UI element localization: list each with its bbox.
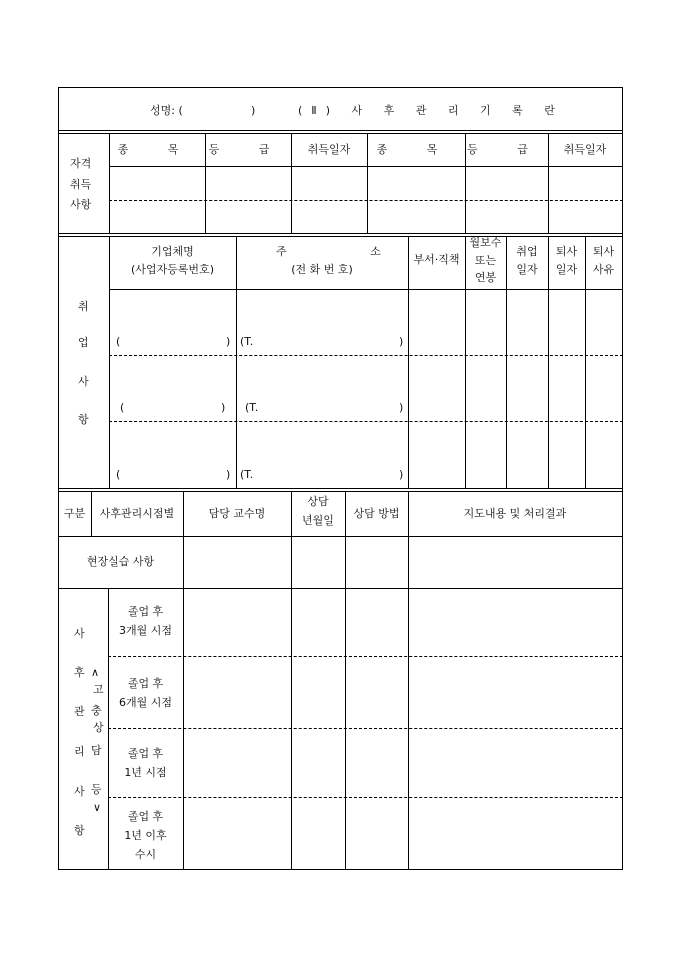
- double-line-1a: [58, 130, 623, 131]
- emp-row3-paren-open: (: [116, 468, 121, 481]
- page-title: (Ⅱ) 사 후 관 리 기 록 란: [298, 104, 564, 117]
- emp-col-leave-date-1: 퇴사: [555, 245, 578, 258]
- name-label: 성명: (: [150, 104, 183, 117]
- qual-col-item-2: 종 목: [376, 143, 456, 156]
- timepoint-6m-line1: 졸업 후: [127, 677, 164, 690]
- frame-left: [58, 87, 59, 869]
- name-close: ): [251, 104, 256, 117]
- emp-row2-phone-open: (T.: [245, 401, 259, 414]
- timepoint-6m-line2: 6개월 시점: [119, 696, 172, 709]
- emp-row2-paren-close: ): [221, 401, 226, 414]
- double-line-2b: [58, 236, 623, 237]
- emp-col-hire-date-2: 일자: [516, 263, 538, 276]
- emp-side-label-2: 업: [78, 336, 89, 349]
- emp-col-salary-3: 연봉: [474, 271, 497, 284]
- emp-col-leave-reason-1: 퇴사: [592, 245, 615, 258]
- couns-col-method: 상담 방법: [353, 507, 400, 520]
- frame-top: [58, 87, 623, 88]
- double-line-3b: [58, 491, 623, 492]
- couns-paren-4: 상: [93, 721, 104, 734]
- qual-col-item-1: 종 목: [117, 143, 197, 156]
- timepoint-1y-line1: 졸업 후: [127, 747, 164, 760]
- couns-side-label-3: 관: [74, 705, 85, 718]
- frame-bottom: [58, 869, 623, 870]
- timepoint-after-1y-line3: 수시: [134, 848, 157, 861]
- emp-col-company-sub: (사업자등록번호): [131, 263, 214, 276]
- emp-side-label-1: 취: [78, 300, 89, 313]
- emp-row3-phone-open: (T.: [240, 468, 254, 481]
- frame-right: [622, 87, 623, 869]
- couns-side-label-4: 리: [74, 745, 85, 758]
- emp-row1-paren-open: (: [116, 335, 121, 348]
- qual-side-label-1: 자격: [70, 157, 92, 170]
- qual-col-date-1: 취득일자: [307, 143, 351, 156]
- emp-col-address: 주 소: [276, 245, 421, 258]
- qual-side-label-2: 취득: [70, 178, 92, 191]
- couns-col-timepoint: 사후관리시점별: [99, 507, 175, 520]
- emp-row2-paren-open: (: [120, 401, 125, 414]
- double-line-3a: [58, 488, 623, 489]
- couns-col-result: 지도내용 및 처리결과: [463, 507, 567, 520]
- couns-paren-6: 등: [91, 783, 102, 796]
- qual-side-label-3: 사항: [70, 198, 92, 211]
- timepoint-1y-line2: 1년 시점: [124, 766, 167, 779]
- emp-col-dept: 부서·직책: [413, 253, 460, 266]
- emp-side-label-3: 사: [78, 375, 89, 388]
- emp-side-label-4: 항: [78, 413, 89, 426]
- qual-col-grade-1: 등 급: [208, 143, 288, 156]
- qual-col-date-2: 취득일자: [563, 143, 607, 156]
- emp-col-salary-1: 월보수: [469, 236, 502, 249]
- emp-col-company: 기업체명: [151, 245, 194, 258]
- couns-paren-2: 고: [93, 683, 104, 696]
- couns-paren-3: 충: [91, 704, 102, 717]
- emp-col-leave-date-2: 일자: [555, 263, 578, 276]
- couns-col-professor: 담당 교수명: [208, 507, 266, 520]
- couns-side-label-2: 후: [74, 666, 85, 679]
- emp-row3-paren-close: ): [226, 468, 231, 481]
- couns-side-label-6: 항: [74, 824, 85, 837]
- couns-side-label-1: 사: [74, 627, 85, 640]
- timepoint-after-1y-line1: 졸업 후: [127, 810, 164, 823]
- couns-col-date-1: 상담: [307, 495, 329, 508]
- double-line-1b: [58, 133, 623, 134]
- couns-col-category: 구분: [63, 507, 86, 520]
- emp-row3-phone-close: ): [399, 468, 404, 481]
- timepoint-after-1y-line2: 1년 이후: [124, 829, 167, 842]
- couns-col-date-2: 년월일: [302, 514, 334, 527]
- couns-paren-5: 담: [91, 744, 102, 757]
- emp-row1-phone-close: ): [399, 335, 404, 348]
- emp-row1-paren-close: ): [226, 335, 231, 348]
- emp-row2-phone-close: ): [399, 401, 404, 414]
- timepoint-3m-line1: 졸업 후: [127, 605, 164, 618]
- emp-col-hire-date-1: 취업: [516, 245, 538, 258]
- emp-col-salary-2: 또는: [474, 254, 497, 267]
- emp-row1-phone-open: (T.: [240, 335, 254, 348]
- couns-side-label-5: 사: [74, 785, 85, 798]
- qual-col-grade-2: 등 급: [467, 143, 546, 156]
- emp-col-leave-reason-2: 사유: [592, 263, 615, 276]
- timepoint-3m-line2: 3개월 시점: [119, 624, 172, 637]
- emp-col-address-sub: (전 화 번 호): [291, 263, 353, 276]
- fieldwork-label: 현장실습 사항: [86, 555, 155, 568]
- couns-paren-1: ∧: [91, 666, 100, 679]
- couns-paren-7: ∨: [93, 801, 102, 814]
- double-line-2a: [58, 233, 623, 234]
